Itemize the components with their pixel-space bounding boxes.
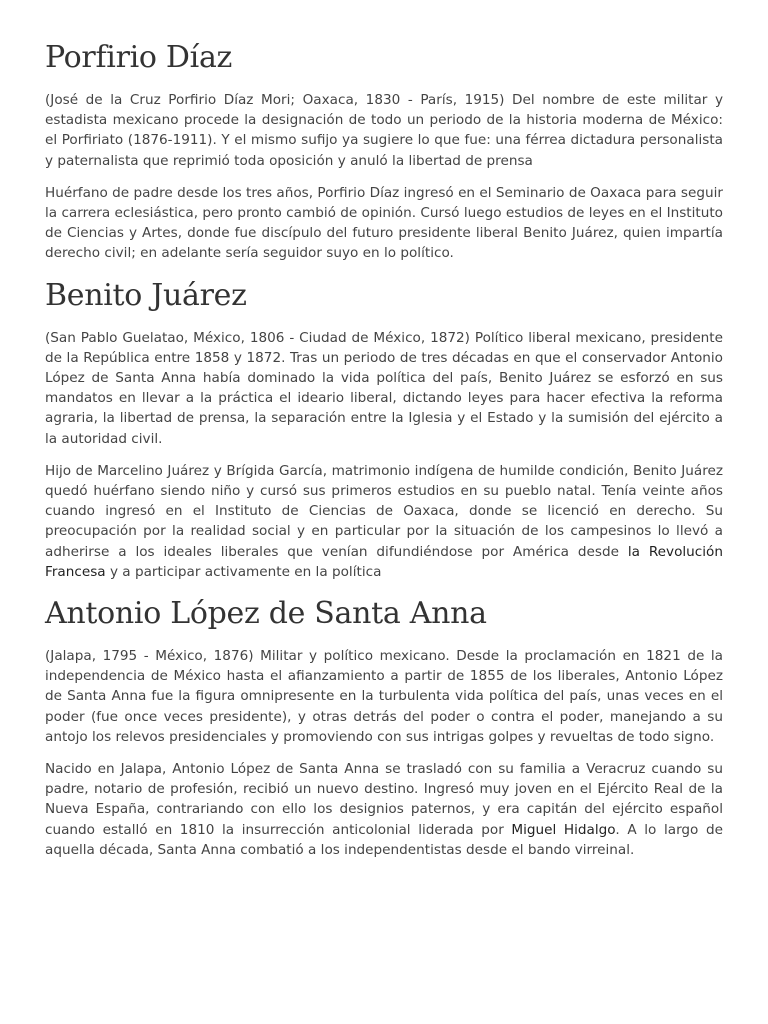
paragraph-text: . A lo largo de aquella década, Santa Anna combatió a los independentistas desde el bando virreinal. xyxy=(45,821,723,858)
section-title: Antonio López de Santa Anna xyxy=(45,596,487,632)
paragraph: Huérfano de padre desde los tres años, Porfirio Díaz ingresó en el Seminario de Oaxaca para seguir la carrera eclesiástica, pero pronto cambió de opinión. Cursó luego estudios de leyes en el Instituto de Ciencias y Artes, donde fue discípulo del futuro presidente liberal Benito Juárez, quien impartía derecho civil; en adelante sería seguidor suyo en lo político. xyxy=(45,184,723,262)
paragraph-text: Nacido en Jalapa, Antonio López de Santa Anna se trasladó con su familia a Veracruz cuando su padre, notario de profesión, recibió un nuevo destino. Ingresó muy joven en el Ejército Real de la Nueva España, contrariando con ello los designios paternos, y era capitán del ejército español cuando estalló en 1810 la insurrección anticolonial liderada por xyxy=(45,761,723,838)
paragraph: (José de la Cruz Porfirio Díaz Mori; Oaxaca, 1830 - París, 1915) Del nombre de este militar y estadista mexicano procede la designación de todo un periodo de la historia moderna de México: el Porfiriato (1876-1911). Y el mismo sufijo ya sugiere lo que fue: una férrea dictadura personalista y paternalista que reprimió toda oposición y anuló la libertad de prensa xyxy=(45,92,723,169)
document-page xyxy=(45,38,723,872)
paragraph: (San Pablo Guelatao, México, 1806 - Ciudad de México, 1872) Político liberal mexicano, presidente de la República entre 1858 y 1872. Tras un periodo de tres décadas en que el conservador Antonio López de Santa Anna había dominado la vida política del país, Benito Juárez se esforzó en sus mandatos en llevar a la práctica el ideario liberal, dictando leyes para hacer efectiva la reforma agraria, la libertad de prensa, la separación entre la Iglesia y el Estado y la sumisión del ejército a la autoridad civil. xyxy=(45,329,723,447)
revolucion-francesa-link[interactable]: la Revolución Francesa xyxy=(45,543,723,580)
section-porfirio-diaz xyxy=(45,38,723,264)
paragraph xyxy=(45,759,723,860)
miguel-hidalgo-link[interactable]: Miguel Hidalgo xyxy=(511,821,616,838)
paragraph xyxy=(45,461,723,582)
paragraph-text: y a participar activamente en la política xyxy=(105,563,382,580)
section-title: Benito Juárez xyxy=(45,277,247,313)
section-title: Porfirio Díaz xyxy=(45,40,233,75)
section-santa-anna xyxy=(45,594,723,860)
paragraph-text: Hijo de Marcelino Juárez y Brígida García, matrimonio indígena de humilde condición, Benito Juárez quedó huérfano siendo niño y cursó sus primeros estudios en su pueblo natal. Tenía veinte años cuando ingresó en el Instituto de Ciencias de Oaxaca, donde se licenció en derecho. Su preocupación por la realidad social y en particular por la situación de los campesinos lo llevó a adherirse a los ideales liberales que venían difundiéndose por América desde xyxy=(45,462,723,560)
paragraph: (Jalapa, 1795 - México, 1876) Militar y político mexicano. Desde la proclamación en 1821 de la independencia de México hasta el afianzamiento a partir de 1855 de los liberales, Antonio López de Santa Anna fue la figura omnipresente en la turbulenta vida política del país, unas veces en el poder (fue once veces presidente), y otras detrás del poder o contra el poder, manejando a su antojo los relevos presidenciales y promoviendo con sus intrigas golpes y revueltas de todo signo. xyxy=(45,648,723,745)
section-benito-juarez xyxy=(45,276,723,582)
